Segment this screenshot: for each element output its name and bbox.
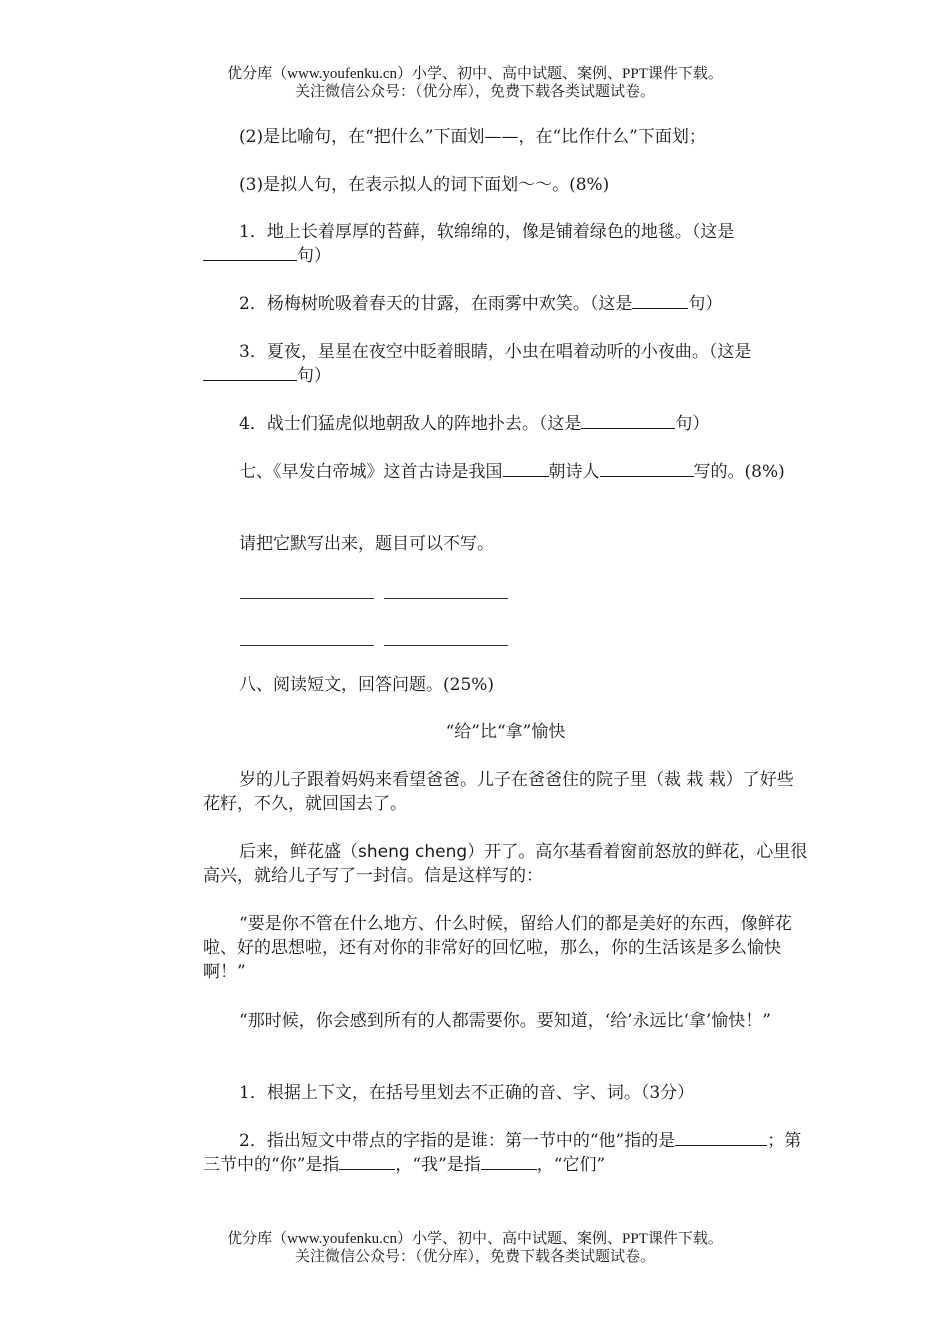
q6-1-text: 1．地上长着厚厚的苔藓，软绵绵的，像是铺着绿色的地毯。（这是 (239, 222, 735, 242)
q6-4-blank[interactable] (581, 413, 675, 429)
para2-pinyin: sheng cheng (358, 842, 468, 862)
q8-2-text-c: ，“我”是指 (395, 1155, 481, 1175)
q6-1-blank[interactable] (203, 245, 297, 261)
section-7-question (203, 460, 808, 484)
footer-line-2: 关注微信公众号：（优分库），免费下载各类试题试卷。 (294, 1249, 655, 1265)
header-line-1: 优分库（www.youfenku.cn）小学、初中、高中试题、案例、PPT课件下载。 (227, 66, 723, 82)
s7-part-b: 朝诗人 (548, 462, 600, 482)
s7-poet-blank[interactable] (600, 461, 694, 477)
q8-2-text-d: ，“它们” (536, 1155, 606, 1175)
section-8-heading: 八、阅读短文，回答问题。(25%) (239, 675, 495, 695)
question-6-3 (203, 340, 808, 388)
question-6-1 (203, 220, 808, 268)
passage-para-2 (203, 840, 808, 888)
section-7-instruction: 请把它默写出来，题目可以不写。 (239, 534, 494, 554)
footer-line-1: 优分库（www.youfenku.cn）小学、初中、高中试题、案例、PPT课件下载。 (227, 1231, 723, 1247)
s7-part-c: 写的。(8%) (693, 462, 785, 482)
question-6-4 (203, 412, 808, 436)
poem-line-1b[interactable] (384, 598, 508, 599)
poem-line-2b[interactable] (384, 645, 508, 646)
poem-line-2a[interactable] (240, 645, 374, 646)
q8-2-text-a: 2．指出短文中带点的字指的是谁：第一节中的“他”指的是 (239, 1131, 676, 1151)
passage-title: “给”比“拿”愉快 (445, 722, 566, 742)
header-line-2: 关注微信公众号：（优分库），免费下载各类试题试卷。 (294, 84, 655, 100)
para2-text-a: 后来，鲜花盛（ (239, 842, 358, 862)
section-8-question-1: 1．根据上下文，在括号里划去不正确的音、字、词。（3分） (239, 1083, 695, 1103)
q6-1-end: 句） (297, 246, 331, 266)
q6-3-blank[interactable] (203, 365, 297, 381)
rule-2: (2)是比喻句，在“把什么”下面划——，在“比作什么”下面划； (239, 127, 706, 147)
page-header-top (0, 65, 950, 101)
q6-3-text: 3．夏夜，星星在夜空中眨着眼睛，小虫在唱着动听的小夜曲。（这是 (239, 342, 752, 362)
q8-2-blank-wo[interactable] (481, 1154, 537, 1170)
passage-para-3: “要是你不管在什么地方、什么时候，留给人们的都是美好的东西，像鲜花啦、好的思想啦，还有对你的非常好的回忆啦，那么，你的生活该是多么愉快啊！” (203, 914, 792, 982)
passage-para-1: 岁的儿子跟着妈妈来看望爸爸。儿子在爸爸住的院子里（裁 栽 栽）了好些花籽，不久，就回国去了。 (203, 770, 794, 814)
rule-3: (3)是拟人句，在表示拟人的词下面划～～。(8%) (239, 175, 610, 195)
s7-dynasty-blank[interactable] (503, 461, 549, 477)
section-8-question-2 (203, 1129, 808, 1177)
q6-3-end: 句） (297, 366, 331, 386)
s7-part-a: 七、《早发白帝城》这首古诗是我国 (239, 462, 503, 482)
poem-line-1a[interactable] (240, 598, 374, 599)
q6-4-end: 句） (675, 414, 710, 434)
q8-2-blank-he[interactable] (675, 1130, 767, 1146)
question-6-2 (203, 292, 808, 316)
q6-2-blank[interactable] (632, 293, 688, 309)
page-footer (0, 1230, 950, 1266)
q6-2-text: 2．杨梅树吮吸着春天的甘露，在雨雾中欢笑。（这是 (239, 294, 633, 314)
para2-text-b: ）开了。高尔基看着窗前怒放的鲜花，心里很高兴，就给儿子写了一封信。信是这样写的： (203, 842, 808, 886)
passage-para-4: “那时候，你会感到所有的人都需要你。要知道，‘给’永远比‘拿’愉快！” (239, 1011, 771, 1031)
q8-2-text-b: ；第三节中的“你”是指 (203, 1131, 802, 1175)
q8-2-blank-ni[interactable] (339, 1154, 395, 1170)
q6-2-end: 句） (688, 294, 723, 314)
q6-4-text: 4．战士们猛虎似地朝敌人的阵地扑去。（这是 (239, 414, 582, 434)
